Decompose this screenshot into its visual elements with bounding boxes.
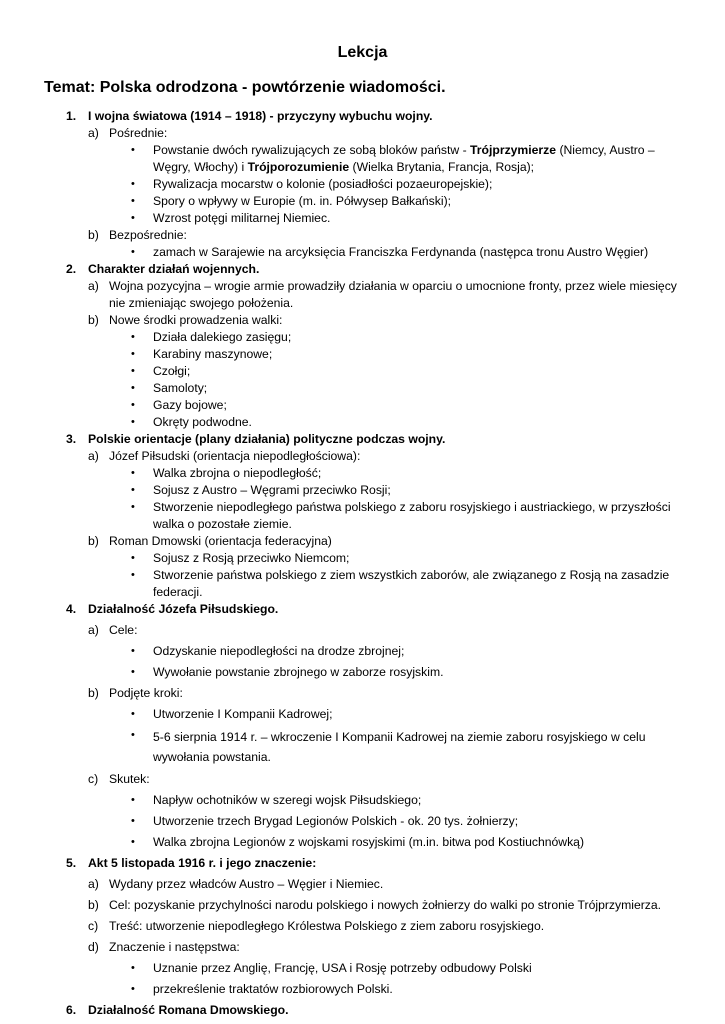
bullet-text: Karabiny maszynowe; [153,347,273,361]
lesson-topic: Temat: Polska odrodzona - powtórzenie wiadomości. [44,79,446,96]
term-triple-alliance: Trójprzymierze [470,143,557,157]
subitem-text: Wojna pozycyjna – wrogie armie prowadziły działania w oparciu o umocnione fronty, przez wiele miesięcy nie zmieniając swojego położenia. [109,279,677,310]
bullet-icon: • [131,962,135,974]
subitem-label: a) [88,877,99,891]
subitem-label: b) [88,228,99,242]
subitem-text: Józef Piłsudski (orientacja niepodległościowa): [109,449,361,463]
bullet-icon: • [131,983,135,995]
subitem-5a [0,876,725,893]
bullet-item [0,834,725,851]
bullet-icon: • [131,666,135,678]
subitem-text: Pośrednie: [109,126,168,140]
bullet-icon: • [131,399,135,411]
bullet-item [0,346,725,363]
bullet-text: zamach w Sarajewie na arcyksięcia Franciszka Ferdynanda (następca tronu Austro Węgier) [153,245,649,259]
bullet-icon: • [131,794,135,806]
bullet-item [0,380,725,397]
subitem-3a [0,448,725,465]
bullet-text: Stworzenie państwa polskiego z ziem wszystkich zaborów, ale związanego z Rosją na zasadzie federacji. [153,568,670,599]
bullet-icon: • [131,552,135,564]
bullet-item [0,363,725,380]
subitem-label: a) [88,623,99,637]
bullet-item [0,643,725,660]
bullet-icon: • [131,836,135,848]
subitem-1a [0,125,725,142]
subitem-4b [0,685,725,702]
subitem-text: Wydany przez władców Austro – Węgier i Niemiec. [109,877,384,891]
bullet-text: Wzrost potęgi militarnej Niemiec. [153,211,331,225]
subitem-label: c) [88,772,99,786]
subitem-label: b) [88,534,99,548]
bullet-text: Uznanie przez Anglię, Francję, USA i Rosję potrzeby odbudowy Polski [153,961,532,975]
subitem-text: Podjęte kroki: [109,686,183,700]
subitem-label: c) [88,919,99,933]
bullet-text: Stworzenie niepodległego państwa polskiego z zaboru rosyjskiego i austriackiego, w przyszłości walka o pozostałe ziemie. [153,500,671,531]
bullet-text: Sojusz z Austro – Węgrami przeciwko Rosji; [153,483,391,497]
subitem-text: Treść: utworzenie niepodległego Królestwa Polskiego z ziem zaboru rosyjskiego. [109,919,545,933]
term-triple-entente: Trójporozumienie [247,160,350,174]
bullet-icon: • [131,484,135,496]
bullet-item [0,244,725,261]
bullet-item [0,960,725,977]
bullet-item [0,706,725,723]
bullet-text: Gazy bojowe; [153,398,227,412]
section-number: 6. [66,1003,77,1017]
bullet-text: Odzyskanie niepodległości na drodze zbrojnej; [153,644,405,658]
bullet-text: Utworzenie I Kompanii Kadrowej; [153,707,333,721]
subitem-3b [0,533,725,550]
subitem-label: b) [88,313,99,327]
section-1-heading [0,108,725,125]
bullet-text: Samoloty; [153,381,208,395]
subitem-5c [0,918,725,935]
bullet-icon: • [131,708,135,720]
bullet-icon: • [131,331,135,343]
bullet-item [0,550,725,567]
subitem-5b [0,897,725,914]
bullet-item [0,414,725,431]
bullet-item [0,727,725,767]
subitem-5d [0,939,725,956]
section-number: 5. [66,856,77,870]
bullet-item [0,465,725,482]
lesson-content [0,108,725,1019]
section-3-heading [0,431,725,448]
subitem-text: Nowe środki prowadzenia walki: [109,313,283,327]
subitem-4c [0,771,725,788]
bullet-item [0,176,725,193]
bullet-item [0,210,725,227]
bullet-item [0,981,725,998]
document-title: Lekcja [337,44,388,61]
bullet-item [0,567,725,601]
bullet-text: Utworzenie trzech Brygad Legionów Polskich - ok. 20 tys. żołnierzy; [153,814,519,828]
subitem-text: Cele: [109,623,138,637]
subitem-2b [0,312,725,329]
bullet-item [0,499,725,533]
subitem-text: Znaczenie i następstwa: [109,940,240,954]
subitem-label: d) [88,940,99,954]
bullet-item [0,664,725,681]
bullet-text: Walka zbrojna Legionów z wojskami rosyjskimi (m.in. bitwa pod Kostiuchnówką) [153,835,585,849]
subitem-text: Skutek: [109,772,150,786]
bullet-icon: • [131,815,135,827]
subitem-4a [0,622,725,639]
section-number: 3. [66,432,77,446]
bullet-item [0,142,725,176]
bullet-text: Walka zbrojna o niepodległość; [153,466,322,480]
bullet-icon: • [131,382,135,394]
section-5-heading [0,855,725,872]
bullet-text: Powstanie dwóch rywalizujących ze sobą bloków państw - Trójprzymierze (Niemcy, Austro – Węgry, Włochy) i Trójporozumienie (Wielka Brytania, Francja, Rosja); [153,143,655,174]
subitem-2a [0,278,725,312]
bullet-icon: • [131,467,135,479]
subitem-label: a) [88,449,99,463]
subitem-1b [0,227,725,244]
subitem-label: b) [88,686,99,700]
bullet-icon: • [131,501,135,513]
bullet-text: Działa dalekiego zasięgu; [153,330,292,344]
subitem-text: Bezpośrednie: [109,228,187,242]
bullet-item [0,792,725,809]
bullet-icon: • [131,416,135,428]
section-title: I wojna światowa (1914 – 1918) - przyczyny wybuchu wojny. [88,109,433,123]
bullet-text: Czołgi; [153,364,191,378]
bullet-icon: • [131,348,135,360]
bullet-icon: • [131,212,135,224]
bullet-text: Napływ ochotników w szeregi wojsk Piłsudskiego; [153,793,422,807]
bullet-item [0,193,725,210]
bullet-icon: • [131,365,135,377]
section-title: Polskie orientacje (plany działania) polityczne podczas wojny. [88,432,446,446]
section-number: 2. [66,262,77,276]
section-title: Działalność Romana Dmowskiego. [88,1003,289,1017]
bullet-icon: • [131,569,135,581]
section-title: Akt 5 listopada 1916 r. i jego znaczenie: [88,856,317,870]
bullet-item [0,397,725,414]
section-number: 4. [66,602,77,616]
bullet-text: 5-6 sierpnia 1914 r. – wkroczenie I Kompanii Kadrowej na ziemie zaboru rosyjskiego w celu wywołania powstania. [153,730,646,764]
bullet-text: przekreślenie traktatów rozbiorowych Polski. [153,982,393,996]
section-6-heading [0,1002,725,1019]
section-title: Działalność Józefa Piłsudskiego. [88,602,279,616]
bullet-text: Spory o wpływy w Europie (m. in. Półwysep Bałkański); [153,194,452,208]
bullet-icon: • [131,729,135,741]
bullet-item [0,329,725,346]
bullet-icon: • [131,246,135,258]
bullet-text: Rywalizacja mocarstw o kolonie (posiadłości pozaeuropejskie); [153,177,493,191]
subitem-label: b) [88,898,99,912]
bullet-icon: • [131,645,135,657]
bullet-icon: • [131,144,135,156]
section-4-heading [0,601,725,618]
bullet-item [0,482,725,499]
bullet-text: Wywołanie powstanie zbrojnego w zaborze rosyjskim. [153,665,444,679]
bullet-icon: • [131,178,135,190]
bullet-item [0,813,725,830]
section-number: 1. [66,109,77,123]
bullet-text: Okręty podwodne. [153,415,252,429]
section-title: Charakter działań wojennych. [88,262,260,276]
section-2-heading [0,261,725,278]
subitem-text: Roman Dmowski (orientacja federacyjna) [109,534,332,548]
bullet-icon: • [131,195,135,207]
subitem-text: Cel: pozyskanie przychylności narodu polskiego i nowych żołnierzy do walki po stronie Trójprzymierza. [109,898,662,912]
subitem-label: a) [88,126,99,140]
subitem-label: a) [88,279,99,293]
bullet-text: Sojusz z Rosją przeciwko Niemcom; [153,551,350,565]
